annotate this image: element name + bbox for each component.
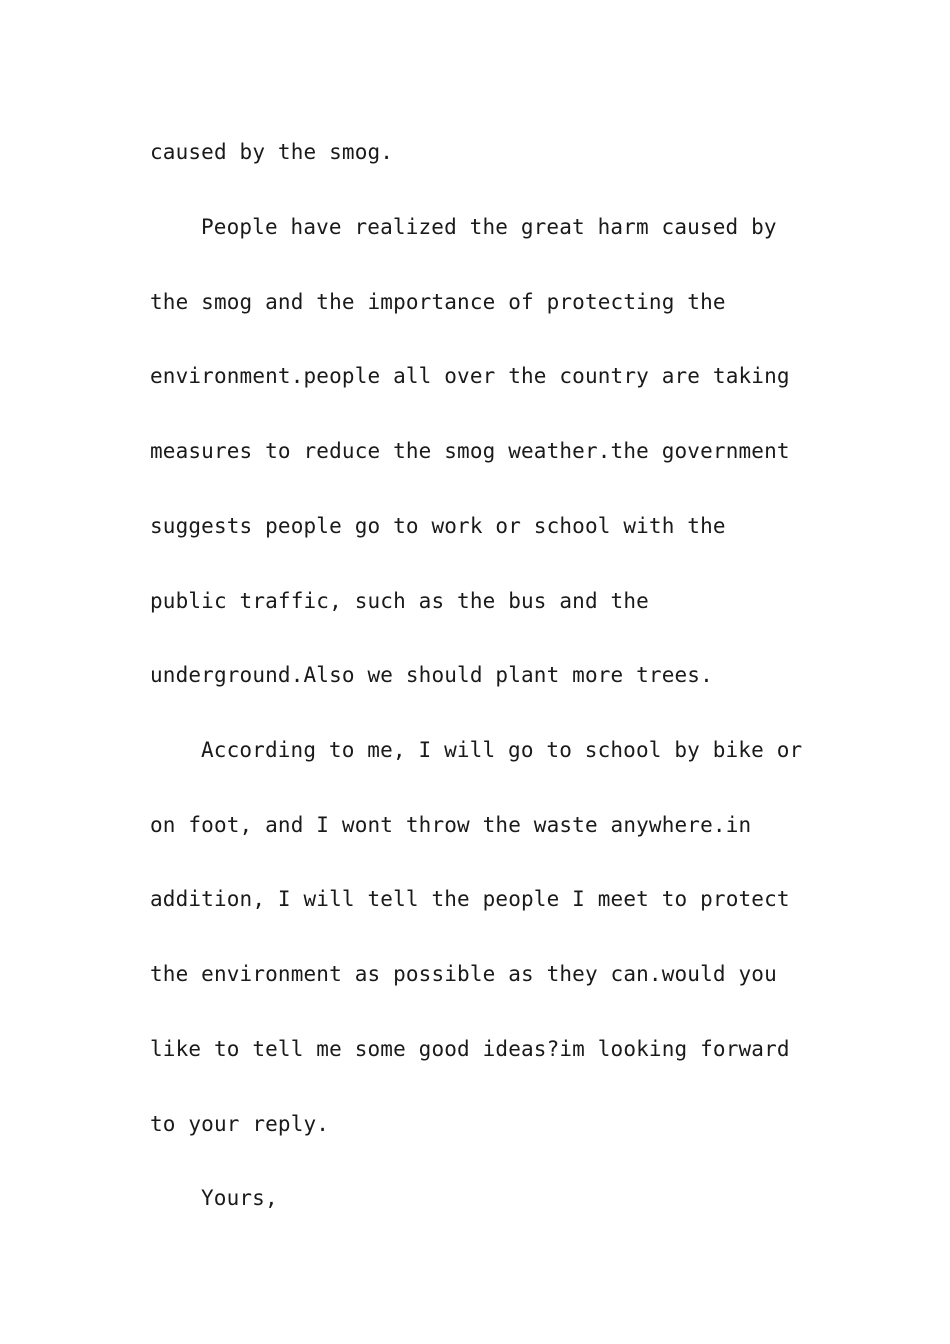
paragraph-first-line: People have realized the great harm caused by xyxy=(201,215,777,239)
text-line: addition, I will tell the people I meet to protect xyxy=(150,887,790,911)
closing-line: Yours, xyxy=(201,1186,278,1210)
text-line: on foot, and I wont throw the waste anywhere.in xyxy=(150,813,752,837)
paragraph-first-line: According to me, I will go to school by bike or xyxy=(201,738,803,762)
text-line: measures to reduce the smog weather.the government xyxy=(150,439,790,463)
text-line: underground.Also we should plant more trees. xyxy=(150,663,713,687)
text-line: public traffic, such as the bus and the xyxy=(150,589,649,613)
text-line: the smog and the importance of protecting the xyxy=(150,290,726,314)
text-line: suggests people go to work or school with the xyxy=(150,514,726,538)
text-line: to your reply. xyxy=(150,1112,330,1136)
text-line: caused by the smog. xyxy=(150,140,394,164)
text-line: like to tell me some good ideas?im looking forward xyxy=(150,1037,790,1061)
text-line: environment.people all over the country are taking xyxy=(150,364,790,388)
text-line: the environment as possible as they can.would you xyxy=(150,962,777,986)
